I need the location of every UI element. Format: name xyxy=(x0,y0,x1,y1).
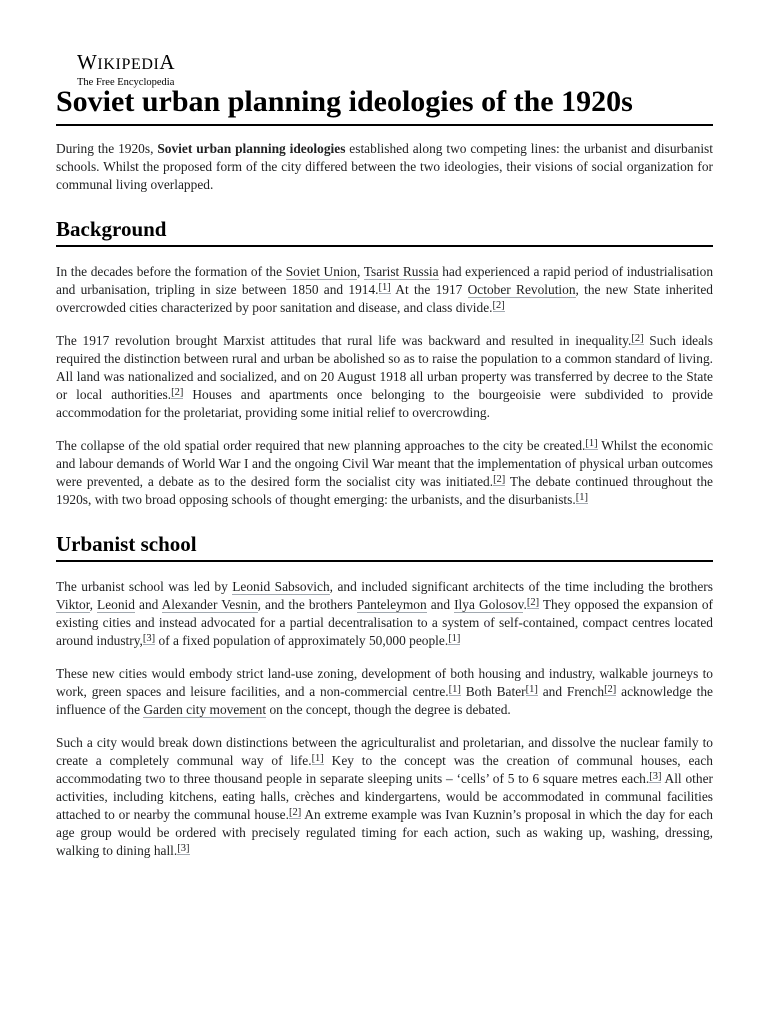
text-run: established along two competing lines: the urbanist and disurbanist schools. Whilst the proposed form of the city differed between the two ideologies, their visions of social organization for communal living overlapped. xyxy=(56,141,713,192)
text-run: had experienced a rapid period of industrialisation and urbanisation, tripling in size between 1850 and 1914. xyxy=(56,264,714,297)
text-run: These new cities would embody strict land-use zoning, development of both housing and industry, walkable journeys to work, green spaces and leisure facilities, and a non-commercial centre. xyxy=(56,666,713,699)
text-run: At the 1917 xyxy=(390,282,468,297)
citation-link[interactable]: [2] xyxy=(171,387,184,398)
text-run: , and included significant architects of the time including the brothers xyxy=(329,579,713,594)
wiki-link[interactable]: Garden city movement xyxy=(143,702,267,717)
citation-link[interactable]: [1] xyxy=(585,438,598,449)
citation-link[interactable]: [1] xyxy=(575,492,588,503)
text-run: The collapse of the old spatial order required that new planning approaches to the city be created. xyxy=(56,438,586,453)
citation-ref[interactable] xyxy=(526,684,538,696)
citation-link[interactable]: [2] xyxy=(526,597,540,608)
text-run: They opposed the expansion of existing cities and instead advocated for a partial decentralisation to a system of self-contained, compact centres located around industry, xyxy=(56,597,713,648)
citation-ref[interactable] xyxy=(448,633,460,645)
text-run: . xyxy=(523,597,527,612)
article-sections xyxy=(56,214,713,860)
body-paragraph xyxy=(56,665,713,719)
wiki-link[interactable]: Soviet Union xyxy=(285,264,358,279)
text-run: and xyxy=(134,597,162,612)
text-run: Such ideals required the distinction between rural and urban be abolished so as to raise the population to a common standard of living. All land was nationalized and socialized, and on 20 August 1918 all urban property was transferred by decree to the State or local authorities. xyxy=(56,333,713,402)
citation-ref[interactable] xyxy=(493,300,505,312)
citation-ref[interactable] xyxy=(631,333,643,345)
citation-link[interactable]: [1] xyxy=(525,684,538,695)
section-heading: Urbanist school xyxy=(56,529,713,562)
text-run: , the new State inherited overcrowded cities characterized by poor sanitation and disease, and class divide. xyxy=(56,282,713,315)
wiki-link[interactable]: Tsarist Russia xyxy=(363,264,439,279)
citation-ref[interactable] xyxy=(576,492,588,504)
page-title: Soviet urban planning ideologies of the 1920s xyxy=(56,82,713,126)
citation-ref[interactable] xyxy=(449,684,461,696)
citation-link[interactable]: [2] xyxy=(288,807,302,818)
text-run: and xyxy=(426,597,455,612)
text-run: The 1917 revolution brought Marxist attitudes that rural life was backward and resulted in inequality. xyxy=(56,333,632,348)
article-content xyxy=(56,140,713,875)
text-run: During the 1920s, xyxy=(56,141,158,156)
citation-ref[interactable] xyxy=(312,753,324,765)
body-paragraph xyxy=(56,578,713,650)
text-run: , xyxy=(357,264,364,279)
text-run: of a fixed population of approximately 50,000 people. xyxy=(155,633,449,648)
wiki-link[interactable]: Leonid xyxy=(97,597,135,612)
text-run: In the decades before the formation of the xyxy=(56,264,286,279)
body-paragraph xyxy=(56,332,713,422)
wiki-link[interactable]: October Revolution xyxy=(467,282,576,297)
text-run: The debate continued throughout the 1920s, with two broad opposing schools of thought emerging: the urbanists, and the disurbanists. xyxy=(56,474,713,507)
intro-paragraph xyxy=(56,140,713,194)
citation-ref[interactable] xyxy=(171,387,183,399)
text-run: Key to the concept was the creation of communal houses, each accommodating two to three thousand people in separate sleeping units – ‘cells’ of 5 to 6 square metres each. xyxy=(56,753,713,786)
citation-link[interactable]: [2] xyxy=(604,684,617,695)
citation-link[interactable]: [2] xyxy=(631,333,644,344)
citation-ref[interactable] xyxy=(649,771,661,783)
citation-link[interactable]: [1] xyxy=(378,282,391,293)
citation-link[interactable]: [2] xyxy=(492,300,505,311)
citation-link[interactable]: [3] xyxy=(649,771,662,782)
wiki-link[interactable]: Alexander Vesnin xyxy=(161,597,258,612)
text-run: , xyxy=(89,597,98,612)
text-run: All other activities, including kitchens, eating halls, crèches and kindergartens, would be accommodated in communal facilities attached to or nearby the communal house. xyxy=(56,771,713,822)
citation-ref[interactable] xyxy=(604,684,616,696)
citation-link[interactable]: [1] xyxy=(448,684,461,695)
body-paragraph xyxy=(56,263,713,317)
citation-link[interactable]: [1] xyxy=(311,753,324,764)
text-run: Houses and apartments once belonging to the bourgeoisie were subdivided to provide accommodation for the proletariat, providing some initial relief to overcrowding. xyxy=(56,387,714,420)
text-run: Whilst the economic and labour demands of World War I and the ongoing Civil War meant that the implementation of physical urban outcomes were prevented, a debate as to the desired form the socialist city was initiated. xyxy=(56,438,713,489)
text-run: An extreme example was Ivan Kuznin’s proposal in which the day for each age group would be ordered with precisely regulated timing for each action, such as waking up, washing, dressing, walking to dining hall. xyxy=(56,807,713,858)
text-run: , and the brothers xyxy=(257,597,357,612)
logo-wordmark: WIKIPEDIA xyxy=(77,50,176,74)
citation-ref[interactable] xyxy=(379,282,391,294)
body-paragraph xyxy=(56,437,713,509)
section-heading: Background xyxy=(56,214,713,247)
body-paragraph xyxy=(56,734,713,860)
text-run: The urbanist school was led by xyxy=(56,579,233,594)
wiki-link[interactable]: Viktor xyxy=(56,597,90,612)
text-run: acknowledge the influence of the xyxy=(56,684,713,717)
logo-tagline: The Free Encyclopedia xyxy=(77,77,175,88)
citation-link[interactable]: [2] xyxy=(493,474,506,485)
wiki-link[interactable]: Leonid Sabsovich xyxy=(232,579,330,594)
citation-link[interactable]: [1] xyxy=(448,633,461,644)
wiki-link[interactable]: Ilya Golosov xyxy=(454,597,524,612)
text-run: on the concept, though the degree is debated. xyxy=(266,702,511,717)
wiki-link[interactable]: Panteleymon xyxy=(356,597,427,612)
citation-ref[interactable] xyxy=(493,474,505,486)
text-run: Both Bater xyxy=(460,684,526,699)
citation-ref[interactable] xyxy=(177,843,189,855)
citation-ref[interactable] xyxy=(289,807,301,819)
citation-ref[interactable] xyxy=(527,597,539,609)
text-run: Such a city would break down distinctions between the agriculturalist and proletarian, and dissolve the nuclear family to create a completely communal way of life. xyxy=(56,735,713,768)
citation-ref[interactable] xyxy=(143,633,155,645)
text-run: and French xyxy=(537,684,605,699)
citation-link[interactable]: [3] xyxy=(142,633,156,644)
citation-link[interactable]: [3] xyxy=(177,843,190,854)
bold-term: Soviet urban planning ideologies xyxy=(157,141,346,156)
citation-ref[interactable] xyxy=(585,438,597,450)
